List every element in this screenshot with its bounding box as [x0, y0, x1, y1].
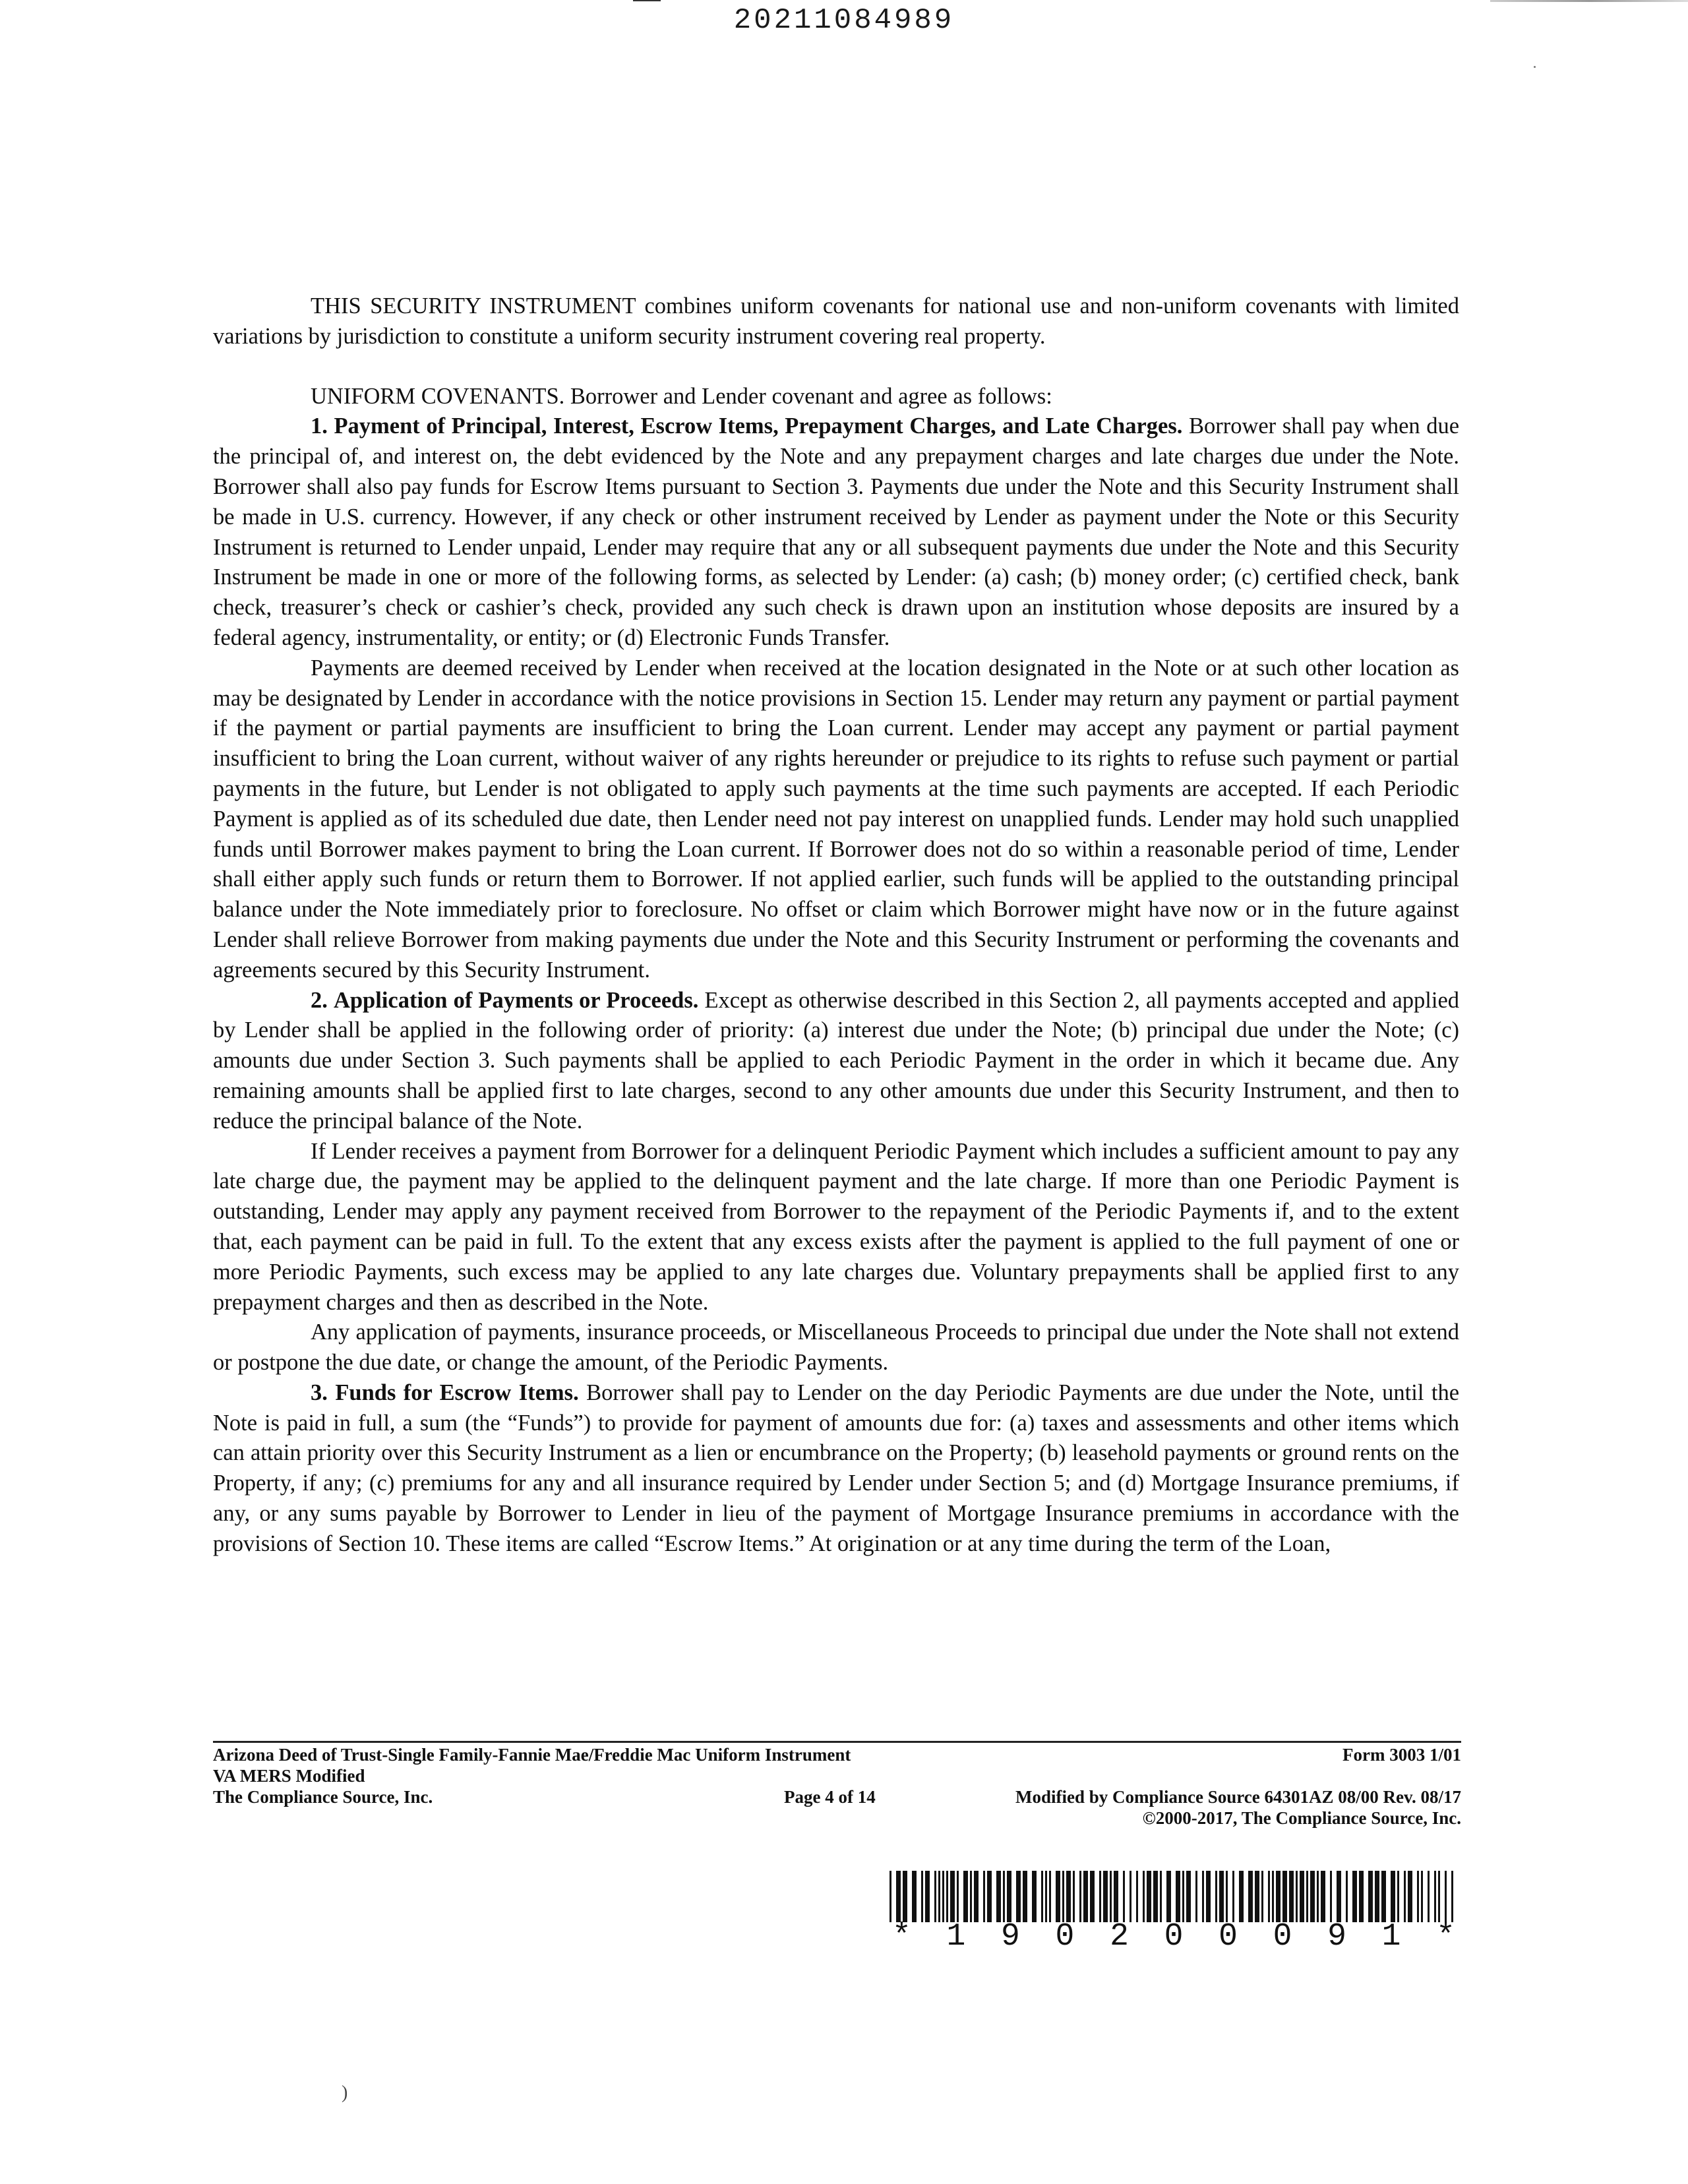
barcode-char: 0 — [1273, 1919, 1292, 1955]
section-1-number: 1. — [311, 413, 328, 439]
footer-variant: VA MERS Modified — [213, 1766, 365, 1786]
section-3-paragraph-1 — [213, 1378, 1459, 1560]
stray-scan-mark: ) — [342, 2082, 348, 2103]
section-1-text: Borrower shall pay when due the principal of, and interest on, the debt evidenced by the Note and any prepayment charges and late charges due under the Note. Borrower shall also pay funds for Escrow Items pursuant to Section 3. Payments due under the Note and this Security Instrument shall be made in U.S. currency. However, if any check or other instrument received by Lender as payment under the Note or this Security Instrument is returned to Lender unpaid, Lender may require that any or all subsequent payments due under the Note and this Security Instrument be made in one or more of the following forms, as selected by Lender: (a) cash; (b) money order; (c) certified check, bank check, treasurer’s check or cashier’s check, provided any such check is drawn upon an institution whose deposits are insured by a federal agency, instrumentality, or entity; or (d) Electronic Funds Transfer. — [213, 413, 1460, 650]
barcode-char: * — [1436, 1919, 1455, 1955]
footer-copyright: ©2000-2017, The Compliance Source, Inc. — [1142, 1808, 1461, 1828]
barcode-char: 9 — [1327, 1919, 1346, 1955]
recording-number: 20211084989 — [733, 4, 955, 37]
section-3-text: Borrower shall pay to Lender on the day Periodic Payments are due under the Note, until the Note is paid in full, a sum (the “Funds”) to provide for payment of amounts due for: (a) taxes and assessments and other items which can attain priority over this Security Instrument as a lien or encumbrance on the Property; (b) leasehold payments or ground rents on the Property, if any; (c) premiums for any and all insurance required by Lender under Section 5; and (d) Mortgage Insurance premiums, if any, or any sums payable by Borrower to Lender in lieu of the payment of Mortgage Insurance premiums in accordance with the provisions of Section 10. These items are called “Escrow Items.” At origination or at any time during the term of the Loan, — [213, 1380, 1460, 1556]
section-2-number: 2. — [311, 987, 328, 1013]
footer-page-number: Page 4 of 14 — [784, 1787, 876, 1807]
top-right-scan-mark — [1490, 0, 1688, 2]
section-3-number: 3. — [311, 1380, 328, 1405]
section-1-paragraph-1 — [213, 411, 1459, 653]
section-1-paragraph-2: Payments are deemed received by Lender when received at the location designated in the Note or at such other location as may be designated by Lender in accordance with the notice provisions in Section 15. Lender may return any payment or partial payment if the payment or partial payments are insufficient to bring the Loan current. Lender may accept any payment or partial payment insufficient to bring the Loan current, without waiver of any rights hereunder or prejudice to its rights to refuse such payment or partial payments in the future, but Lender is not obligated to apply such payments at the time such payments are accepted. If each Periodic Payment is applied as of its scheduled due date, then Lender need not pay interest on unapplied funds. Lender may hold such unapplied funds until Borrower makes payment to bring the Loan current. If Borrower does not do so within a reasonable period of time, Lender shall either apply such funds or return them to Borrower. If not applied earlier, such funds will be applied to the outstanding principal balance under the Note immediately prior to foreclosure. No offset or claim which Borrower might have now or in the future against Lender shall relieve Borrower from making payments due under the Note and this Security Instrument or performing the covenants and agreements secured by this Security Instrument. — [213, 655, 1459, 983]
section-3-title: Funds for Escrow Items. — [335, 1380, 579, 1405]
barcode-char: 1 — [946, 1919, 966, 1955]
barcode-char: 9 — [1001, 1919, 1020, 1955]
footer-form-title: Arizona Deed of Trust-Single Family-Fannie Mae/Freddie Mac Uniform Instrument — [213, 1745, 851, 1765]
section-2-paragraph-3: Any application of payments, insurance proceeds, or Miscellaneous Proceeds to principal due under the Note shall not extend or postpone the due date, or change the amount, of the Periodic Payments. — [213, 1320, 1459, 1376]
footer-company: The Compliance Source, Inc. — [213, 1787, 433, 1807]
intro-paragraph: THIS SECURITY INSTRUMENT combines uniform covenants for national use and non-uniform covenants with limited variations by jurisdiction to constitute a uniform security instrument covering real property. — [213, 293, 1459, 349]
barcode-char: 0 — [1055, 1919, 1075, 1955]
barcode-char: 0 — [1219, 1919, 1238, 1955]
document-body — [213, 291, 1459, 1560]
barcode-image — [887, 1871, 1461, 1922]
barcode-char: 0 — [1164, 1919, 1184, 1955]
top-scan-dash — [633, 0, 661, 1]
barcode-char: * — [892, 1919, 911, 1955]
barcode-char: 1 — [1381, 1919, 1401, 1955]
footer-form-number: Form 3003 1/01 — [1342, 1745, 1461, 1765]
section-2-paragraph-1 — [213, 986, 1459, 1137]
section-2-paragraph-2: If Lender receives a payment from Borrower for a delinquent Periodic Payment which includes a sufficient amount to pay any late charge due, the payment may be applied to the delinquent payment and the late charge. If more than one Periodic Payment is outstanding, Lender may apply any payment received from Borrower to the repayment of the Periodic Payments if, and to the extent that, each payment can be paid in full. To the extent that any excess exists after the payment is applied to the full payment of one or more Periodic Payments, such excess may be applied to any late charges due. Voluntary prepayments shall be applied first to any prepayment charges and then as described in the Note. — [213, 1138, 1459, 1315]
scan-speck — [1534, 66, 1536, 68]
barcode-char: 2 — [1110, 1919, 1129, 1955]
page-footer — [213, 1741, 1461, 1829]
section-2-title: Application of Payments or Proceeds. — [333, 987, 699, 1013]
barcode-caption — [887, 1920, 1461, 1953]
uniform-covenants-heading: UNIFORM COVENANTS. Borrower and Lender covenant and agree as follows: — [311, 383, 1052, 409]
section-2-text: Except as otherwise described in this Section 2, all payments accepted and applied by Lender shall be applied in the following order of priority: (a) interest due under the Note; (b) principal due under the Note; (c) amounts due under Section 3. Such payments shall be applied to each Periodic Payment in the order in which it became due. Any remaining amounts shall be applied first to late charges, second to any other amounts due under this Security Instrument, and then to reduce the principal balance of the Note. — [213, 987, 1460, 1134]
section-1-title: Payment of Principal, Interest, Escrow Items, Prepayment Charges, and Late Charges. — [334, 413, 1183, 439]
footer-modified: Modified by Compliance Source 64301AZ 08/00 Rev. 08/17 — [1015, 1787, 1461, 1807]
